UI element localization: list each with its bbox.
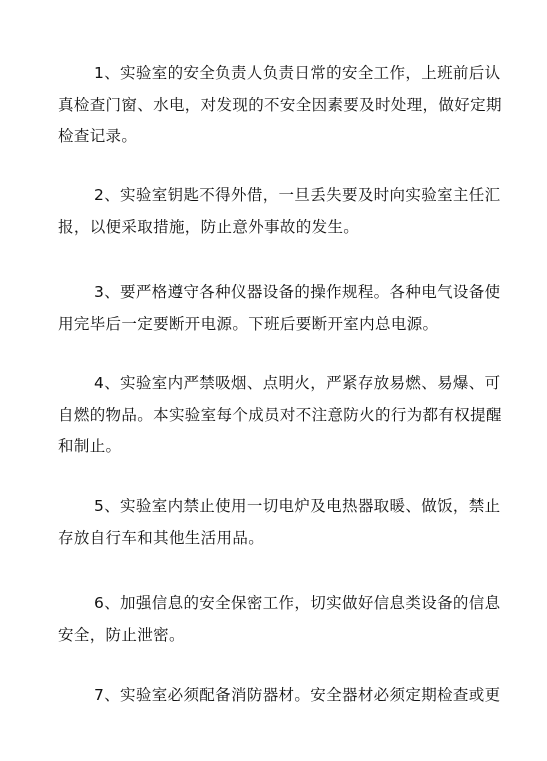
paragraph-line: 和制止。 [58,437,122,455]
paragraph-line: 2、实验室钥匙不得外借，一旦丢失要及时向实验室主任汇 [94,186,501,204]
paragraph-line: 存放自行车和其他生活用品。 [58,529,265,547]
paragraph-line: 7、实验室必须配备消防器材。安全器材必须定期检查或更 [94,686,501,704]
paragraph-line: 检查记录。 [58,127,138,145]
paragraph-line: 安全，防止泄密。 [58,626,185,644]
paragraph-line: 5、实验室内禁止使用一切电炉及电热器取暖、做饭，禁止 [94,497,501,515]
paragraph-line: 报，以便采取措施，防止意外事故的发生。 [58,218,360,236]
paragraph-line: 3、要严格遵守各种仪器设备的操作规程。各种电气设备使 [94,283,501,301]
paragraph-line: 用完毕后一定要断开电源。下班后要断开室内总电源。 [58,315,439,333]
paragraph-line: 6、加强信息的安全保密工作，切实做好信息类设备的信息 [94,594,501,612]
paragraph-line: 真检查门窗、水电，对发现的不安全因素要及时处理，做好定期 [58,96,502,114]
paragraph-line: 1、实验室的安全负责人负责日常的安全工作，上班前后认 [94,64,501,82]
paragraph-line: 自燃的物品。本实验室每个成员对不注意防火的行为都有权提醒 [58,406,502,424]
paragraph-line: 4、实验室内严禁吸烟、点明火，严紧存放易燃、易爆、可 [94,374,501,392]
